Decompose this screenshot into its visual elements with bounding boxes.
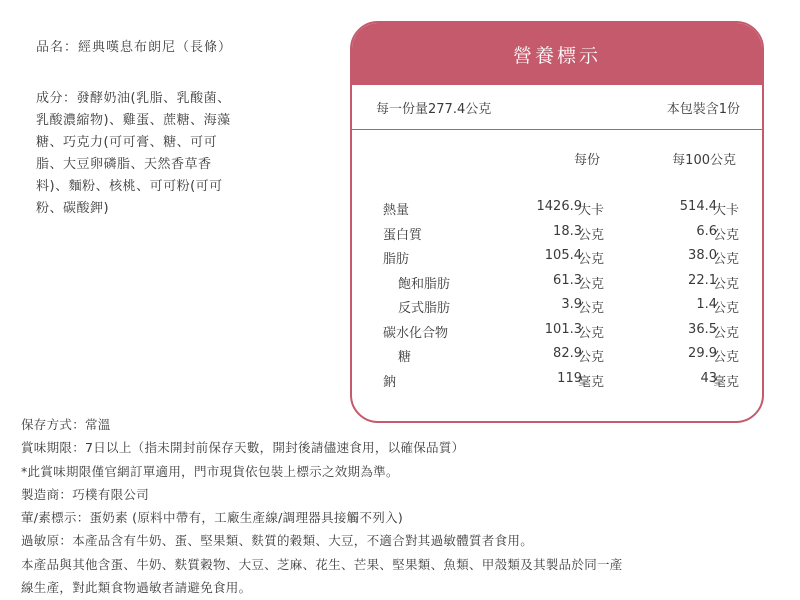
footer-info — [21, 413, 623, 599]
per-serving-value: 101.3 — [544, 321, 582, 337]
ingredients-line: 粉、碳酸鉀) — [36, 201, 110, 216]
per-100g-value: 6.6 — [696, 223, 717, 239]
column-headers — [352, 149, 762, 169]
per-100g-value: 43 — [700, 370, 717, 386]
col-per-100g: 每100公克 — [672, 153, 736, 168]
nutrient-name: 鈉 — [383, 374, 397, 390]
nutrition-row — [352, 199, 762, 224]
ingredients-line: 乳酸濃縮物)、雞蛋、蔗糖、海藻 — [36, 113, 231, 128]
per-serving-value: 119 — [557, 370, 582, 386]
ingredients-line: 成分：發酵奶油(乳脂、乳酸菌、 — [36, 91, 231, 106]
product-name: 品名：經典嘆息布朗尼（長條） — [36, 40, 233, 55]
per-serving-unit: 公克 — [578, 350, 605, 365]
per-serving-value: 105.4 — [544, 248, 582, 263]
nutrition-row — [352, 248, 762, 273]
shelf-life-note: *此賞味期限僅官網訂單適用，門市現貨依包裝上標示之效期為準。 — [21, 463, 399, 479]
nutrition-panel — [350, 21, 764, 423]
per-serving-unit: 公克 — [578, 325, 605, 341]
serving-row — [352, 85, 762, 130]
per-serving-unit: 公克 — [578, 276, 605, 292]
per-100g-value: 29.9 — [688, 346, 717, 361]
diet-label-line: 葷/素標示：蛋奶素 (原料中帶有，工廠生產線/調理器具接觸不列入) — [21, 510, 404, 526]
nutrition-row — [352, 346, 762, 371]
per-100g-unit: 毫克 — [713, 374, 740, 390]
per-serving-unit: 公克 — [578, 252, 605, 267]
per-serving-value: 1426.9 — [536, 199, 582, 214]
per-100g-unit: 公克 — [713, 301, 740, 316]
ingredients — [36, 88, 246, 220]
nutrient-name: 脂肪 — [383, 252, 410, 267]
nutrition-row — [352, 322, 762, 347]
nutrient-name: 糖 — [398, 350, 412, 365]
cross-contact-line: 本產品與其他含蛋、牛奶、麩質穀物、大豆、芝麻、花生、芒果、堅果類、魚類、甲殼類及其製品於同一產 — [21, 556, 623, 572]
nutrition-row — [352, 273, 762, 298]
nutrition-row — [352, 371, 762, 396]
per-serving-unit: 公克 — [578, 301, 605, 316]
per-100g-unit: 公克 — [713, 325, 740, 341]
serving-size: 每一份量277.4公克 — [376, 101, 492, 117]
nutrient-name: 碳水化合物 — [383, 325, 449, 341]
ingredients-line: 糖、巧克力(可可膏、糖、可可 — [36, 135, 218, 150]
per-100g-unit: 大卡 — [713, 203, 740, 218]
per-serving-unit: 公克 — [578, 227, 605, 243]
per-100g-value: 1.4 — [696, 297, 717, 312]
per-100g-value: 22.1 — [688, 272, 717, 288]
per-100g-value: 36.5 — [688, 321, 717, 337]
shelf-life-line: 賞味期限：7日以上（指未開封前保存天數，開封後請儘速食用，以確保品質） — [21, 440, 465, 456]
nutrition-row — [352, 224, 762, 249]
per-serving-value: 3.9 — [561, 297, 582, 312]
nutrition-row — [352, 297, 762, 322]
cross-contact-line-2: 線生產，對此類食物過敏者請避免食用。 — [21, 580, 252, 596]
per-100g-unit: 公克 — [713, 227, 740, 243]
per-100g-value: 514.4 — [679, 199, 717, 214]
nutrient-name: 熱量 — [383, 203, 410, 218]
storage-line: 保存方式：常溫 — [21, 417, 111, 432]
nutrition-title: 營養標示 — [352, 23, 762, 85]
nutrient-name: 反式脂肪 — [398, 301, 451, 316]
per-serving-value: 82.9 — [553, 346, 582, 361]
manufacturer-line: 製造商：巧樸有限公司 — [21, 486, 150, 502]
nutrient-name: 飽和脂肪 — [398, 276, 451, 292]
nutrient-name: 蛋白質 — [383, 227, 423, 243]
ingredients-line: 脂、大豆卵磷脂、天然香草香 — [36, 157, 212, 172]
per-serving-unit: 大卡 — [578, 203, 605, 218]
per-100g-unit: 公克 — [713, 276, 740, 292]
servings-per-package: 本包裝含1份 — [666, 101, 740, 117]
nutrition-rows — [352, 199, 762, 395]
allergen-line: 過敏原：本產品含有牛奶、蛋、堅果類、麩質的穀類、大豆，不適合對其過敏體質者食用。 — [21, 533, 534, 549]
per-100g-unit: 公克 — [713, 350, 740, 365]
per-serving-value: 61.3 — [553, 272, 582, 288]
ingredients-line: 料)、麵粉、核桃、可可粉(可可 — [36, 179, 223, 194]
per-100g-value: 38.0 — [688, 248, 717, 263]
per-serving-value: 18.3 — [553, 223, 582, 239]
col-per-serving: 每份 — [573, 153, 600, 168]
per-serving-unit: 毫克 — [578, 374, 605, 390]
per-100g-unit: 公克 — [713, 252, 740, 267]
